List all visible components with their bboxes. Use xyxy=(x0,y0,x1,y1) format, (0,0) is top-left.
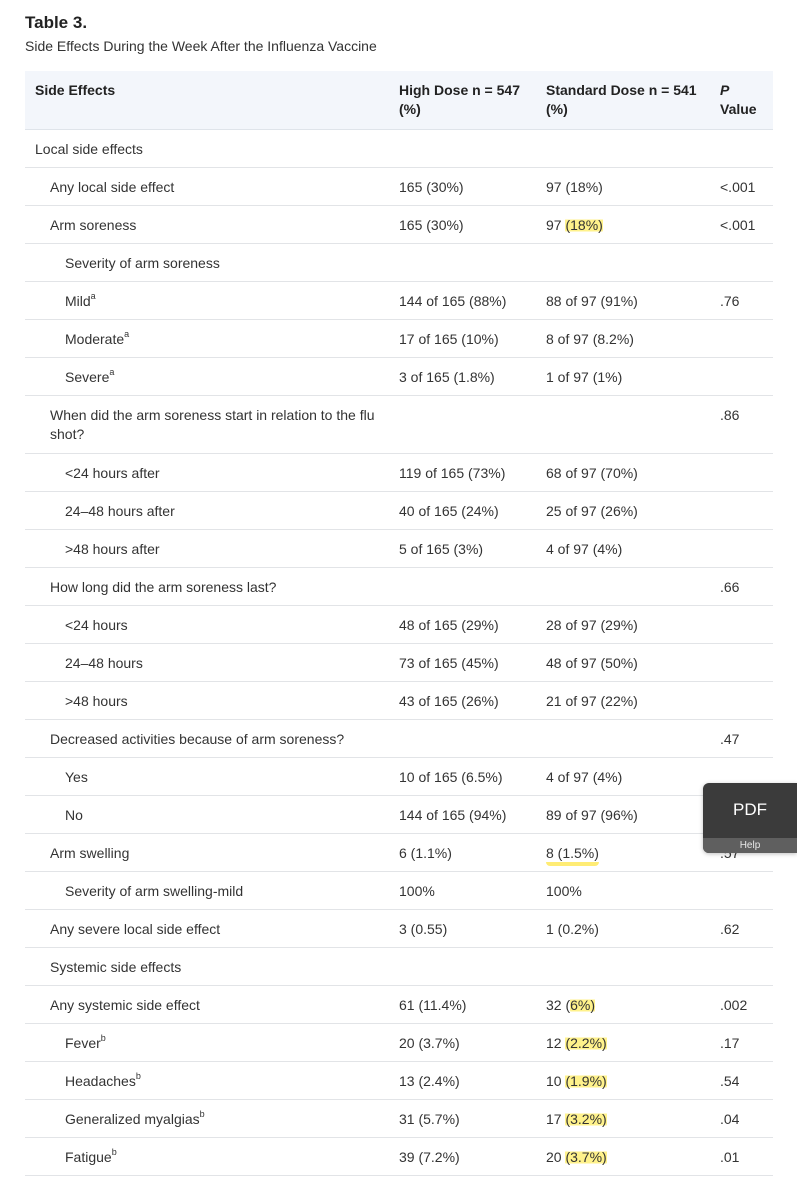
p-value-cell xyxy=(710,871,773,909)
col-header-side-effects: Side Effects xyxy=(25,71,389,129)
p-value-cell: <.001 xyxy=(710,205,773,243)
row-label xyxy=(25,491,389,529)
standard-dose-cell: 1 of 97 (1%) xyxy=(536,357,710,395)
highlighted-value: (1.9%) xyxy=(565,1072,607,1089)
pdf-button-label: PDF xyxy=(733,800,767,819)
highlighted-value: (3.7%) xyxy=(565,1148,607,1165)
row-label-text: Generalized myalgias xyxy=(65,1110,200,1127)
table-row xyxy=(25,1137,773,1175)
row-label xyxy=(25,681,389,719)
row-label-text: No xyxy=(65,806,83,823)
standard-dose-cell: 4 of 97 (4%) xyxy=(536,757,710,795)
row-label xyxy=(25,947,389,985)
table-row xyxy=(25,567,773,605)
row-label-text: >48 hours xyxy=(65,692,128,709)
table-row xyxy=(25,871,773,909)
row-label-text: Severe xyxy=(65,368,110,385)
table-row xyxy=(25,1061,773,1099)
standard-dose-cell xyxy=(536,985,710,1023)
p-value-cell: .66 xyxy=(710,567,773,605)
row-label-text: 24–48 hours after xyxy=(65,502,175,519)
row-label-text: Severity of arm swelling-mild xyxy=(65,882,244,899)
p-value-cell xyxy=(710,605,773,643)
row-label-text: 24–48 hours xyxy=(65,654,143,671)
col-header-standard-dose: Standard Dose n = 541 (%) xyxy=(536,71,710,129)
high-dose-cell: 6 (1.1%) xyxy=(389,833,536,871)
row-label-text: Mild xyxy=(65,292,91,309)
row-label-text: Fever xyxy=(65,1034,101,1051)
table-row xyxy=(25,1023,773,1061)
table-row xyxy=(25,681,773,719)
p-value-cell xyxy=(710,681,773,719)
high-dose-cell: 144 of 165 (88%) xyxy=(389,281,536,319)
standard-dose-cell xyxy=(536,1099,710,1137)
row-label xyxy=(25,795,389,833)
footnote-marker: b xyxy=(111,1146,117,1157)
table-row xyxy=(25,491,773,529)
row-label-text: Severity of arm soreness xyxy=(65,254,220,271)
high-dose-cell xyxy=(389,395,536,453)
std-value-prefix: 32 ( xyxy=(546,996,571,1013)
p-value-cell: .002 xyxy=(710,985,773,1023)
table-row xyxy=(25,167,773,205)
row-label xyxy=(25,567,389,605)
row-label-text: Yes xyxy=(65,768,88,785)
table-row xyxy=(25,1099,773,1137)
row-label xyxy=(25,1061,389,1099)
row-label-text: When did the arm soreness start in relation to the flu shot? xyxy=(50,406,375,442)
standard-dose-cell: 25 of 97 (26%) xyxy=(536,491,710,529)
high-dose-cell: 73 of 165 (45%) xyxy=(389,643,536,681)
table-row xyxy=(25,605,773,643)
col-header-high-dose: High Dose n = 547 (%) xyxy=(389,71,536,129)
footnote-marker: a xyxy=(124,328,130,339)
table-row xyxy=(25,243,773,281)
table-caption: Side Effects During the Week After the Influenza Vaccine xyxy=(25,38,377,54)
p-value-cell xyxy=(710,357,773,395)
row-label-text: Headaches xyxy=(65,1072,136,1089)
highlighted-value: (18%) xyxy=(565,216,603,233)
table-row xyxy=(25,453,773,491)
std-value-prefix: 17 xyxy=(546,1110,566,1127)
footnote-marker: a xyxy=(90,290,96,301)
standard-dose-cell xyxy=(536,243,710,281)
p-value-cell: .01 xyxy=(710,1137,773,1175)
p-value-cell: <.001 xyxy=(710,167,773,205)
standard-dose-cell: 88 of 97 (91%) xyxy=(536,281,710,319)
standard-dose-cell: 97 (18%) xyxy=(536,167,710,205)
row-label-text: >48 hours after xyxy=(65,540,160,557)
high-dose-cell xyxy=(389,947,536,985)
row-label xyxy=(25,129,389,167)
standard-dose-cell: 21 of 97 (22%) xyxy=(536,681,710,719)
high-dose-cell: 39 (7.2%) xyxy=(389,1137,536,1175)
row-label-text: Fatigue xyxy=(65,1148,112,1165)
p-value-cell xyxy=(710,129,773,167)
high-dose-cell: 31 (5.7%) xyxy=(389,1099,536,1137)
highlighted-value: (3.2%) xyxy=(565,1110,607,1127)
standard-dose-cell: 1 (0.2%) xyxy=(536,909,710,947)
std-value-prefix: 20 xyxy=(546,1148,566,1165)
high-dose-cell: 5 of 165 (3%) xyxy=(389,529,536,567)
p-value-cell xyxy=(710,643,773,681)
row-label xyxy=(25,719,389,757)
row-label xyxy=(25,871,389,909)
table-header-row xyxy=(25,71,773,129)
standard-dose-cell: 8 of 97 (8.2%) xyxy=(536,319,710,357)
high-dose-cell: 3 (0.55) xyxy=(389,909,536,947)
standard-dose-cell: 68 of 97 (70%) xyxy=(536,453,710,491)
p-italic: P xyxy=(720,82,730,98)
row-label xyxy=(25,985,389,1023)
table-row xyxy=(25,719,773,757)
table-row xyxy=(25,795,773,833)
underlined-value: 8 (1.5%) xyxy=(546,845,599,866)
footnote-marker: b xyxy=(135,1070,141,1081)
table-row xyxy=(25,281,773,319)
p-value-cell xyxy=(710,529,773,567)
table-row xyxy=(25,129,773,167)
highlighted-value: (2.2%) xyxy=(565,1034,607,1051)
row-label-text: <24 hours xyxy=(65,616,128,633)
p-value-cell: .62 xyxy=(710,909,773,947)
row-label-text: Any severe local side effect xyxy=(50,920,221,937)
table-row xyxy=(25,357,773,395)
side-effects-table xyxy=(25,71,773,1176)
table-row xyxy=(25,205,773,243)
high-dose-cell: 100% xyxy=(389,871,536,909)
row-label xyxy=(25,1023,389,1061)
p-value-cell: .76 xyxy=(710,281,773,319)
help-button[interactable]: Help xyxy=(703,838,797,853)
standard-dose-cell xyxy=(536,1061,710,1099)
p-value-cell xyxy=(710,453,773,491)
p-value-cell xyxy=(710,947,773,985)
table-row xyxy=(25,319,773,357)
p-value-cell: .17 xyxy=(710,1023,773,1061)
std-value-prefix: 10 xyxy=(546,1072,566,1089)
high-dose-cell: 13 (2.4%) xyxy=(389,1061,536,1099)
row-label xyxy=(25,605,389,643)
highlighted-value: 6%) xyxy=(570,996,596,1013)
high-dose-cell xyxy=(389,719,536,757)
table-row xyxy=(25,947,773,985)
row-label xyxy=(25,833,389,871)
high-dose-cell: 61 (11.4%) xyxy=(389,985,536,1023)
high-dose-cell: 119 of 165 (73%) xyxy=(389,453,536,491)
row-label-text: Any local side effect xyxy=(50,178,175,195)
high-dose-cell: 17 of 165 (10%) xyxy=(389,319,536,357)
p-value-cell: .04 xyxy=(710,1099,773,1137)
high-dose-cell: 10 of 165 (6.5%) xyxy=(389,757,536,795)
high-dose-cell: 3 of 165 (1.8%) xyxy=(389,357,536,395)
standard-dose-cell: 4 of 97 (4%) xyxy=(536,529,710,567)
table-row xyxy=(25,529,773,567)
table-row xyxy=(25,909,773,947)
high-dose-cell: 43 of 165 (26%) xyxy=(389,681,536,719)
high-dose-cell xyxy=(389,129,536,167)
standard-dose-cell xyxy=(536,1023,710,1061)
table-row xyxy=(25,985,773,1023)
row-label-text: <24 hours after xyxy=(65,464,160,481)
std-value-prefix: 97 xyxy=(546,216,566,233)
row-label-text: Any systemic side effect xyxy=(50,996,200,1013)
standard-dose-cell xyxy=(536,833,710,871)
standard-dose-cell xyxy=(536,1137,710,1175)
row-label-text: Moderate xyxy=(65,330,125,347)
standard-dose-cell: 89 of 97 (96%) xyxy=(536,795,710,833)
row-label xyxy=(25,529,389,567)
p-value-label: Value xyxy=(720,101,757,117)
footnote-marker: a xyxy=(109,366,115,377)
standard-dose-cell xyxy=(536,567,710,605)
std-value-prefix: 12 xyxy=(546,1034,566,1051)
high-dose-cell xyxy=(389,567,536,605)
row-label xyxy=(25,167,389,205)
table-row xyxy=(25,833,773,871)
standard-dose-cell xyxy=(536,129,710,167)
standard-dose-cell xyxy=(536,395,710,453)
row-label xyxy=(25,757,389,795)
footnote-marker: b xyxy=(100,1032,106,1043)
row-label-text: Arm swelling xyxy=(50,844,130,861)
table-row xyxy=(25,643,773,681)
high-dose-cell xyxy=(389,243,536,281)
standard-dose-cell xyxy=(536,205,710,243)
high-dose-cell: 40 of 165 (24%) xyxy=(389,491,536,529)
p-value-cell xyxy=(710,243,773,281)
row-label-text: Systemic side effects xyxy=(50,958,182,975)
row-label-text: Arm soreness xyxy=(50,216,137,233)
p-value-cell: .47 xyxy=(710,719,773,757)
standard-dose-cell: 28 of 97 (29%) xyxy=(536,605,710,643)
row-label-text: How long did the arm soreness last? xyxy=(50,578,277,595)
row-label xyxy=(25,281,389,319)
standard-dose-cell: 48 of 97 (50%) xyxy=(536,643,710,681)
row-label xyxy=(25,1099,389,1137)
high-dose-cell: 165 (30%) xyxy=(389,167,536,205)
row-label xyxy=(25,205,389,243)
standard-dose-cell xyxy=(536,719,710,757)
table-row xyxy=(25,757,773,795)
p-value-cell: .86 xyxy=(710,395,773,453)
p-value-cell: .54 xyxy=(710,1061,773,1099)
footnote-marker: b xyxy=(199,1108,205,1119)
pdf-button[interactable] xyxy=(703,783,797,853)
row-label xyxy=(25,909,389,947)
standard-dose-cell xyxy=(536,947,710,985)
high-dose-cell: 20 (3.7%) xyxy=(389,1023,536,1061)
row-label xyxy=(25,395,389,453)
table-row xyxy=(25,395,773,453)
p-value-cell xyxy=(710,319,773,357)
table-title: Table 3. xyxy=(25,13,88,32)
row-label xyxy=(25,243,389,281)
high-dose-cell: 165 (30%) xyxy=(389,205,536,243)
col-header-p-value xyxy=(710,71,773,129)
row-label xyxy=(25,357,389,395)
row-label xyxy=(25,1137,389,1175)
row-label-text: Local side effects xyxy=(35,140,143,157)
high-dose-cell: 144 of 165 (94%) xyxy=(389,795,536,833)
table-body xyxy=(25,129,773,1175)
high-dose-cell: 48 of 165 (29%) xyxy=(389,605,536,643)
row-label xyxy=(25,643,389,681)
standard-dose-cell: 100% xyxy=(536,871,710,909)
p-value-cell xyxy=(710,491,773,529)
row-label xyxy=(25,453,389,491)
row-label-text: Decreased activities because of arm soreness? xyxy=(50,730,345,747)
row-label xyxy=(25,319,389,357)
